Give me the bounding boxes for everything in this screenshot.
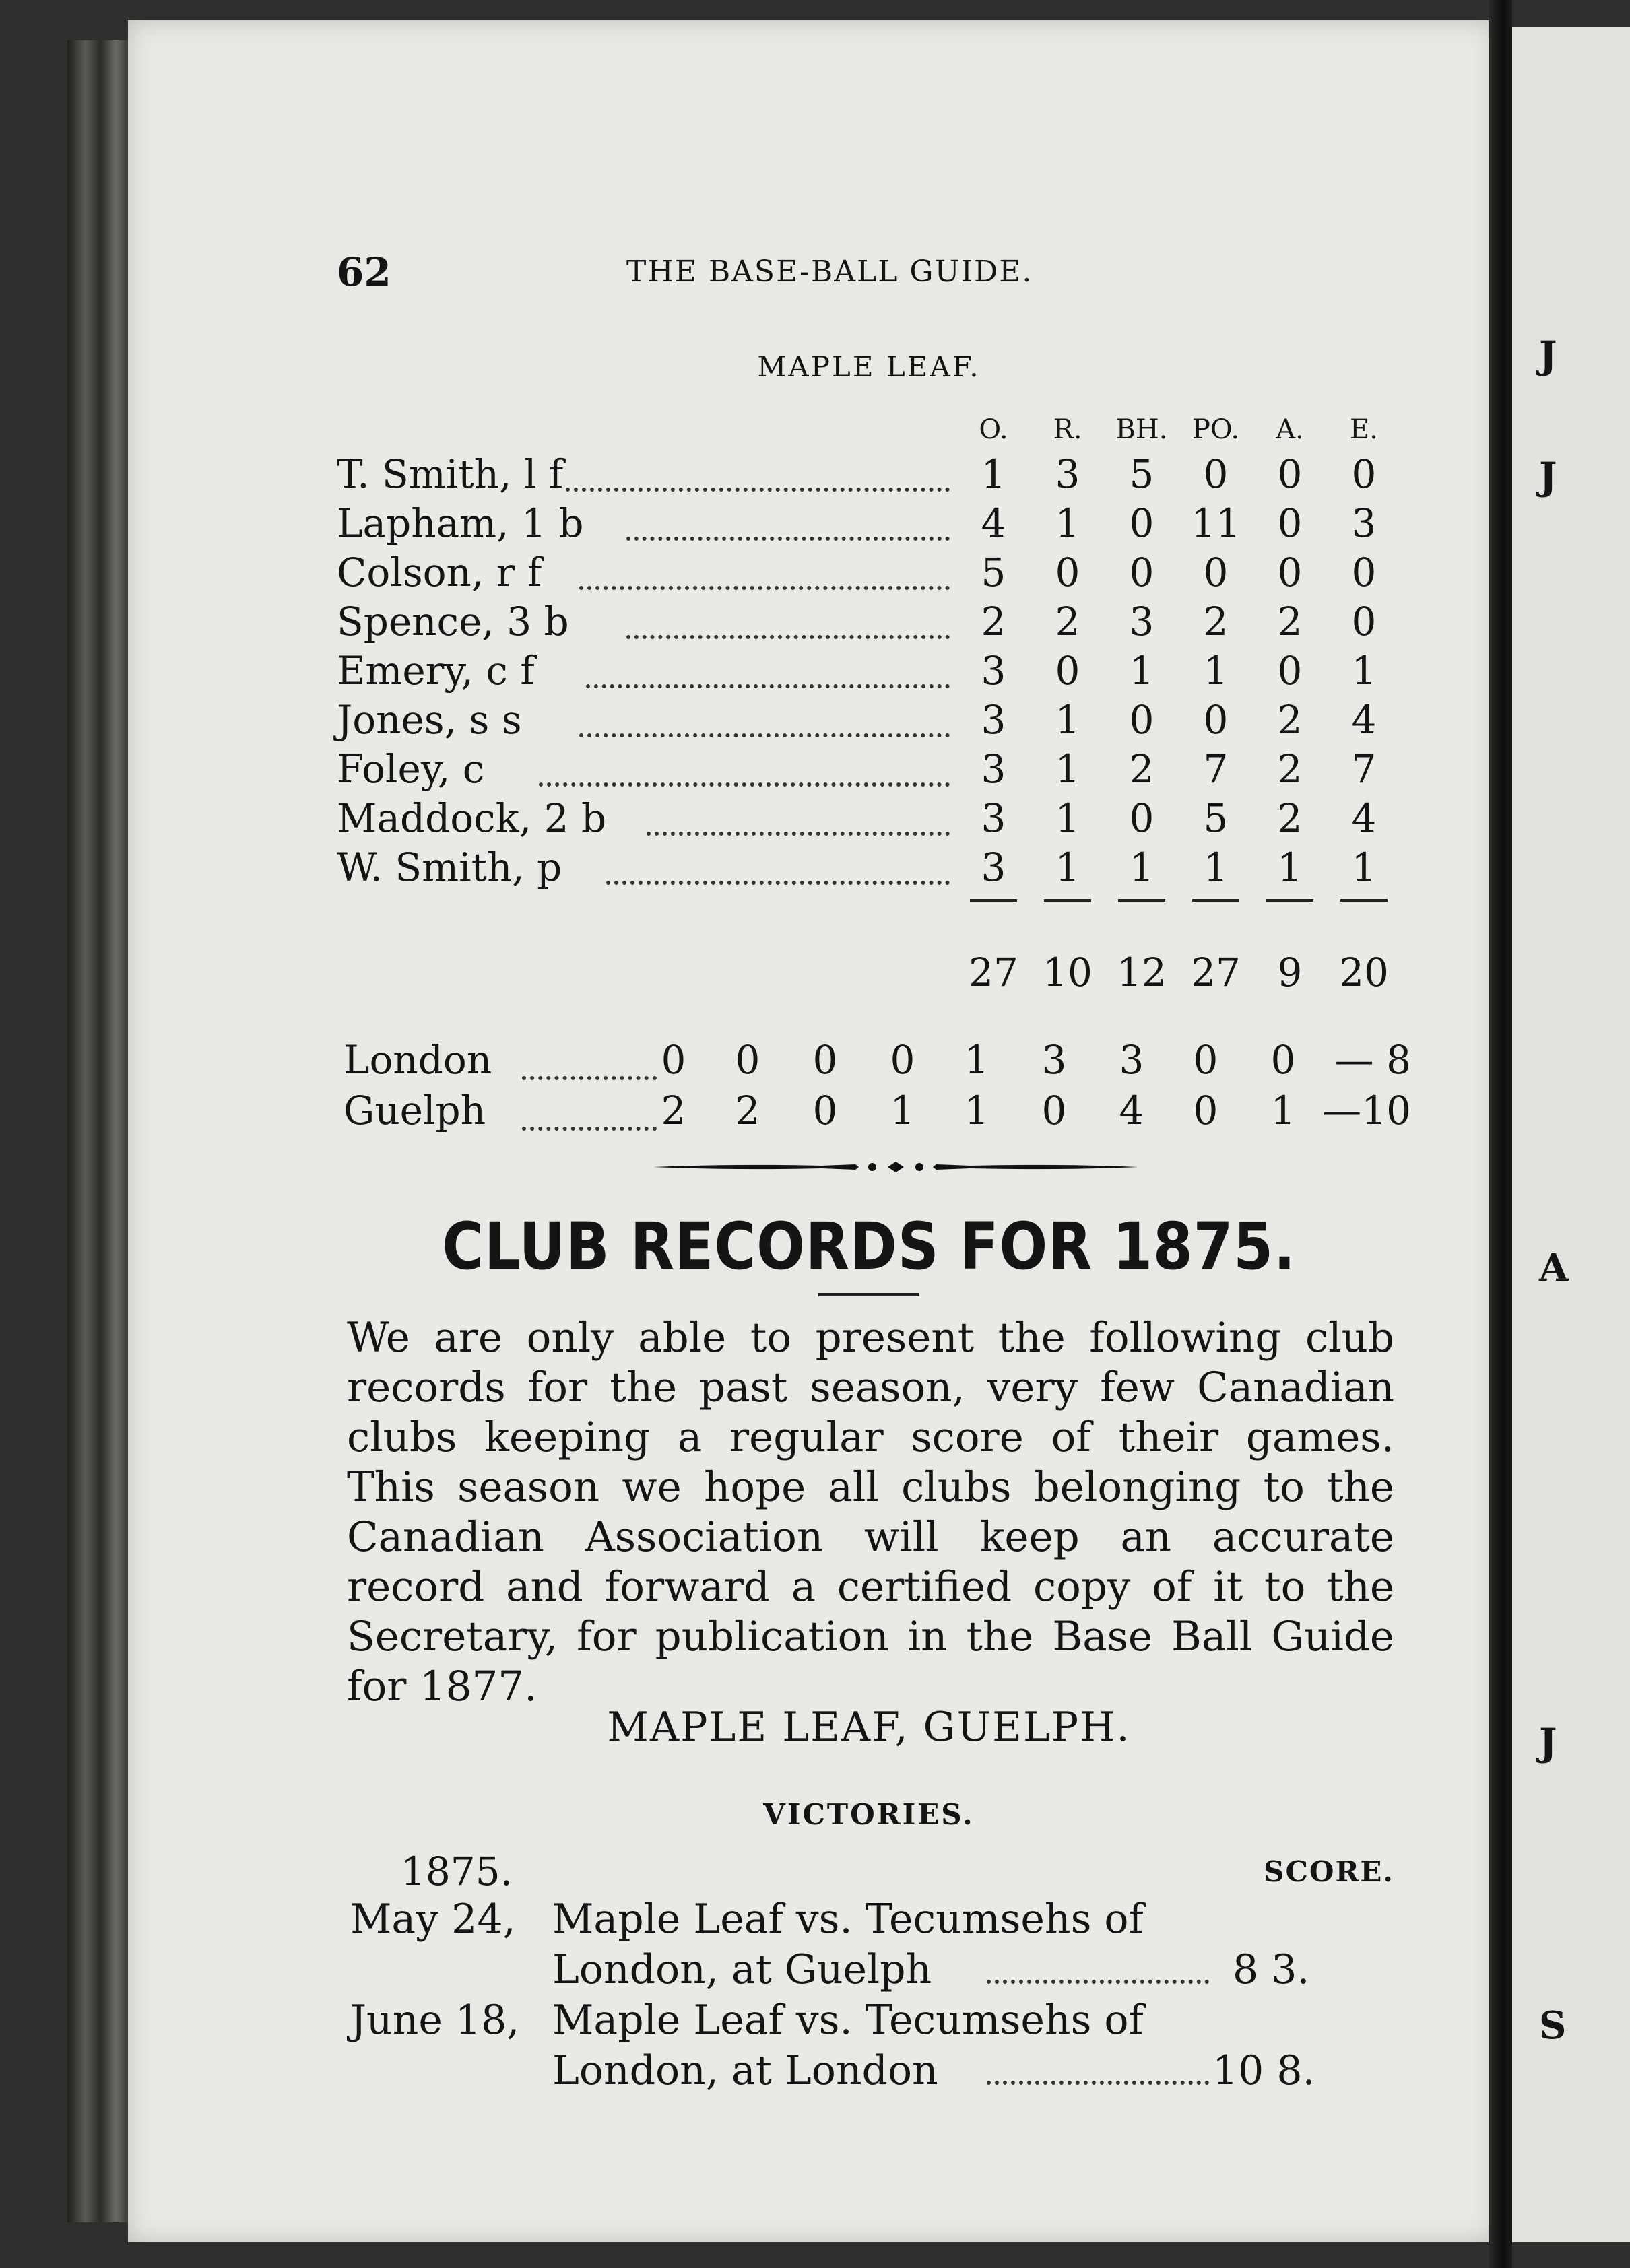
stat-cell: 0 xyxy=(1277,500,1303,546)
stat-cell: 0 xyxy=(1203,697,1229,743)
body-paragraph: We are only able to present the following club records for the past season, very few Canadian clubs keeping a regular score of their games. This season we hope all clubs belonging to the Canadian Association will keep an accurate record and forward a certified copy of it to the Secretary, for publication in the Base Ball Guide for 1877. xyxy=(347,1314,1394,1710)
column-rule xyxy=(1192,899,1239,902)
line-score xyxy=(337,1037,1411,1138)
stat-cell: 4 xyxy=(981,500,1006,546)
table-row xyxy=(337,549,1401,599)
line-total: — 8 xyxy=(1334,1037,1411,1083)
player-name: Jones, s s xyxy=(337,697,522,743)
stat-cell: 1 xyxy=(1055,844,1080,890)
player-name: Emery, c f xyxy=(337,648,535,694)
dot-leader xyxy=(579,567,950,590)
adjacent-page-letter: A xyxy=(1539,1246,1569,1290)
stat-cell: 2 xyxy=(1277,697,1303,743)
line-team-name: London xyxy=(344,1037,492,1083)
column-rule xyxy=(1340,899,1388,902)
column-header: A. xyxy=(1276,414,1304,445)
column-header: E. xyxy=(1350,414,1378,445)
stat-cell: 1 xyxy=(1351,648,1377,694)
stat-cell: 3 xyxy=(981,746,1006,792)
section-title: CLUB RECORDS FOR 1875. xyxy=(442,1209,1296,1284)
team-heading xyxy=(337,350,1401,383)
stat-cell: 2 xyxy=(1203,599,1229,644)
table-row xyxy=(337,451,1401,500)
game-venue: London, at London xyxy=(552,2047,938,2094)
stat-cell: 5 xyxy=(1129,451,1154,497)
inning-cell: 0 xyxy=(890,1037,915,1083)
dot-leader xyxy=(626,616,950,639)
stat-cell: 3 xyxy=(1129,599,1154,644)
stat-cell: 7 xyxy=(1351,746,1377,792)
stat-cell: 0 xyxy=(1129,697,1154,743)
line-team-name: Guelph xyxy=(344,1088,486,1133)
stat-cell: 2 xyxy=(1277,599,1303,644)
table-row xyxy=(337,697,1401,746)
inning-cell: 1 xyxy=(964,1088,989,1133)
stat-cell: 0 xyxy=(1203,549,1229,595)
team-heading-text: MAPLE LEAF. xyxy=(757,350,981,383)
inning-cell: 0 xyxy=(735,1037,760,1083)
page-gutter xyxy=(1489,0,1512,2268)
player-name: Colson, r f xyxy=(337,549,542,595)
stat-cell: 2 xyxy=(981,599,1006,644)
stat-cell: 1 xyxy=(1203,648,1229,694)
totals-row xyxy=(337,949,1401,997)
stat-cell: 3 xyxy=(981,844,1006,890)
dot-leader xyxy=(579,714,950,737)
inning-cell: 1 xyxy=(890,1088,915,1133)
inning-cell: 1 xyxy=(964,1037,989,1083)
inning-cell: 0 xyxy=(1041,1088,1067,1133)
game-description: Maple Leaf vs. Tecumsehs of xyxy=(552,1896,1144,1943)
inning-cell: 3 xyxy=(1041,1037,1067,1083)
table-row xyxy=(337,648,1401,697)
game-score: 10 8. xyxy=(1212,2047,1315,2094)
adjacent-page xyxy=(1512,27,1630,2242)
inning-cell: 0 xyxy=(1193,1088,1218,1133)
player-name: Spence, 3 b xyxy=(337,599,569,644)
column-header: BH. xyxy=(1115,414,1168,445)
stat-cell: 1 xyxy=(1129,648,1154,694)
stat-cell: 0 xyxy=(1203,451,1229,497)
score-column-header: SCORE. xyxy=(1264,1855,1394,1888)
stat-cell: 3 xyxy=(1351,500,1377,546)
player-name: T. Smith, l f xyxy=(337,451,564,497)
game-venue: London, at Guelph xyxy=(552,1946,932,1993)
total-cell: 27 xyxy=(969,949,1018,995)
season-header-row xyxy=(337,1848,1401,1894)
stat-cell: 1 xyxy=(1055,697,1080,743)
running-head xyxy=(337,249,1414,296)
dot-leader xyxy=(522,1057,657,1080)
stat-cell: 1 xyxy=(981,451,1006,497)
stat-cell: 2 xyxy=(1277,795,1303,841)
column-header: R. xyxy=(1053,414,1082,445)
inning-cell: 0 xyxy=(812,1037,838,1083)
stat-cell: 0 xyxy=(1277,451,1303,497)
inning-cell: 0 xyxy=(661,1037,686,1083)
stat-cell: 2 xyxy=(1055,599,1080,644)
stat-cell: 5 xyxy=(981,549,1006,595)
table-row xyxy=(337,500,1401,549)
total-cell: 27 xyxy=(1191,949,1241,995)
stat-cell: 3 xyxy=(981,795,1006,841)
player-name: Maddock, 2 b xyxy=(337,795,607,841)
ornamental-divider xyxy=(653,1157,1138,1177)
inning-cell: 3 xyxy=(1119,1037,1144,1083)
line-total: —10 xyxy=(1322,1088,1411,1133)
book-title: THE BASE-BALL GUIDE. xyxy=(626,255,1033,289)
stat-cell: 1 xyxy=(1129,844,1154,890)
inning-cell: 0 xyxy=(1270,1037,1296,1083)
title-rule xyxy=(818,1293,919,1296)
stat-cell: 0 xyxy=(1055,648,1080,694)
stat-cell: 0 xyxy=(1277,648,1303,694)
page-number: 62 xyxy=(337,249,391,295)
stat-cell: 4 xyxy=(1351,697,1377,743)
stat-cell: 0 xyxy=(1129,795,1154,841)
season-year: 1875. xyxy=(401,1848,513,1894)
line-score-row xyxy=(337,1037,1411,1088)
stat-cell: 0 xyxy=(1277,549,1303,595)
inning-cell: 0 xyxy=(1193,1037,1218,1083)
adjacent-page-letter: J xyxy=(1539,455,1557,499)
adjacent-page-letter: S xyxy=(1539,2003,1567,2048)
stat-cell: 1 xyxy=(1055,795,1080,841)
line-score-row xyxy=(337,1088,1411,1138)
stat-cell: 3 xyxy=(981,648,1006,694)
table-row xyxy=(337,746,1401,795)
stat-cell: 0 xyxy=(1351,451,1377,497)
game-description: Maple Leaf vs. Tecumsehs of xyxy=(552,1997,1144,2044)
dot-leader xyxy=(987,1966,1209,1984)
inning-cell: 2 xyxy=(661,1088,686,1133)
player-name: Foley, c xyxy=(337,746,485,792)
dot-leader xyxy=(606,862,950,885)
stat-cell: 1 xyxy=(1277,844,1303,890)
inning-cell: 0 xyxy=(812,1088,838,1133)
club-heading: MAPLE LEAF, GUELPH. xyxy=(607,1704,1131,1751)
total-cell: 9 xyxy=(1277,949,1303,995)
inning-cell: 4 xyxy=(1119,1088,1144,1133)
stat-cell: 4 xyxy=(1351,795,1377,841)
dot-leader xyxy=(566,469,950,492)
stat-cell: 3 xyxy=(1055,451,1080,497)
column-header: PO. xyxy=(1192,414,1240,445)
stat-cell: 1 xyxy=(1351,844,1377,890)
adjacent-page-letter: J xyxy=(1539,1721,1557,1765)
stat-cell: 0 xyxy=(1055,549,1080,595)
game-date: May 24, xyxy=(350,1896,516,1943)
dot-leader xyxy=(539,764,950,787)
game-score: 8 3. xyxy=(1233,1946,1310,1993)
stat-cell: 5 xyxy=(1203,795,1229,841)
stat-cell: 2 xyxy=(1129,746,1154,792)
player-name: Lapham, 1 b xyxy=(337,500,584,546)
table-row xyxy=(337,599,1401,648)
total-cell: 20 xyxy=(1339,949,1389,995)
stat-cell: 7 xyxy=(1203,746,1229,792)
stat-cell: 0 xyxy=(1129,500,1154,546)
column-rule xyxy=(970,899,1017,902)
column-rule xyxy=(1266,899,1313,902)
inning-cell: 2 xyxy=(735,1088,760,1133)
dot-leader xyxy=(586,665,950,688)
column-rule xyxy=(1118,899,1165,902)
inning-cell: 1 xyxy=(1270,1088,1296,1133)
player-rows xyxy=(337,451,1401,894)
column-rule xyxy=(1044,899,1091,902)
table-row xyxy=(337,795,1401,844)
dot-leader xyxy=(987,2067,1209,2085)
stat-cell: 3 xyxy=(981,697,1006,743)
dot-leader xyxy=(522,1108,657,1131)
stat-cell: 0 xyxy=(1351,549,1377,595)
player-name: W. Smith, p xyxy=(337,844,562,890)
stat-cell: 0 xyxy=(1129,549,1154,595)
adjacent-page-letter: J xyxy=(1539,333,1557,378)
stat-cell: 1 xyxy=(1203,844,1229,890)
stat-cell: 11 xyxy=(1191,500,1241,546)
total-cell: 10 xyxy=(1043,949,1093,995)
dot-leader xyxy=(647,813,950,836)
total-cell: 12 xyxy=(1117,949,1167,995)
victories-heading: VICTORIES. xyxy=(763,1798,975,1831)
stat-cell: 1 xyxy=(1055,500,1080,546)
book-spine-edge xyxy=(67,40,128,2222)
table-row xyxy=(337,844,1401,894)
stat-cell: 1 xyxy=(1055,746,1080,792)
stat-cell: 2 xyxy=(1277,746,1303,792)
game-date: June 18, xyxy=(350,1997,520,2044)
totals-rule xyxy=(337,899,1401,912)
stat-column-headers xyxy=(337,414,1401,448)
column-header: O. xyxy=(979,414,1008,445)
dot-leader xyxy=(626,518,950,541)
stat-cell: 0 xyxy=(1351,599,1377,644)
